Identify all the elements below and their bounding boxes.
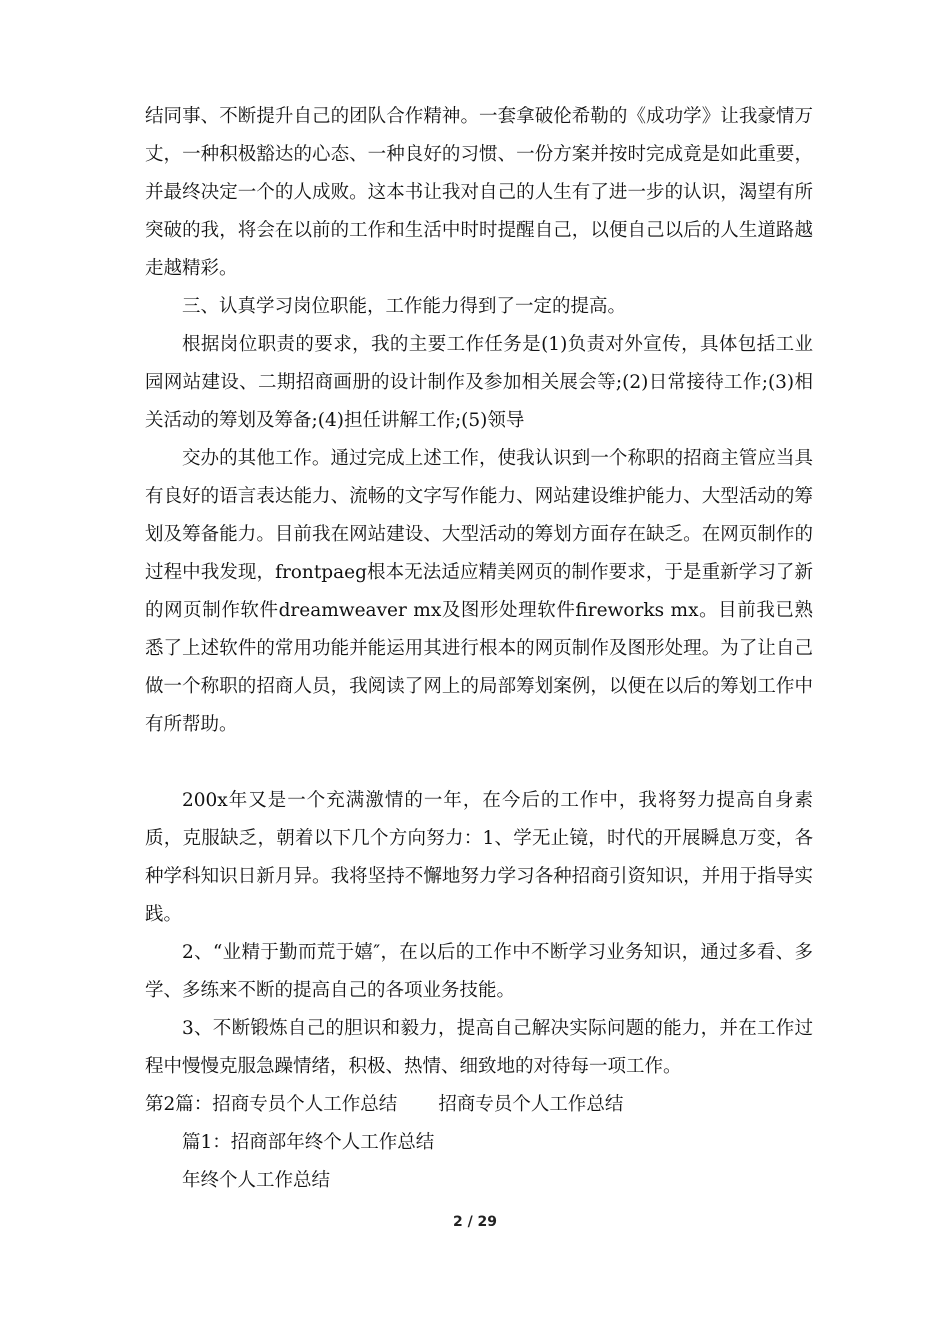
paragraph: 200x年又是一个充满激情的一年，在今后的工作中，我将努力提高自身素质，克服缺乏，朝着以下几个方向努力：1、学无止镜，时代的开展瞬息万变，各种学科知识日新月异。我将坚持不懈地努力学习各种招商引资知识，并用于指导实践。 [145,790,813,925]
section-heading: 三、认真学习岗位职能，工作能力得到了一定的提高。 [182,296,627,317]
paragraph: 交办的其他工作。通过完成上述工作，使我认识到一个称职的招商主管应当具有良好的语言表达能力、流畅的文字写作能力、网站建设维护能力、大型活动的筹划及筹备能力。目前我在网站建设、大型活动的筹划方面存在缺乏。在网页制作的过程中我发现，frontpaeg根本无法适应精美网页的制作要求，于是重新学习了新的网页制作软件dreamweaver mx及图形处理软件fireworks mx。目前我已熟悉了上述软件的常用功能并能运用其进行根本的网页制作及图形处理。为了让自己做一个称职的招商人员，我阅读了网上的局部筹划案例，以便在以后的筹划工作中有所帮助。 [145,448,813,735]
paragraph: 结同事、不断提升自己的团队合作精神。一套拿破伦希勒的《成功学》让我豪情万丈，一种积极豁达的心态、一种良好的习惯、一份方案并按时完成竟是如此重要，并最终决定一个的人成败。这本书让我对自己的人生有了进一步的认识，渴望有所突破的我，将会在以前的工作和生活中时时提醒自己，以便自己以后的人生道路越走越精彩。 [145,106,813,279]
paragraph: 2、“业精于勤而荒于嬉″，在以后的工作中不断学习业务知识，通过多看、多学、多练来不断的提高自己的各项业务技能。 [145,942,813,1001]
page-number: 2 / 29 [452,1214,498,1230]
paragraph: 根据岗位职责的要求，我的主要工作任务是(1)负责对外宣传，具体包括工业园网站建设、二期招商画册的设计制作及参加相关展会等;(2)日常接待工作;(3)相关活动的筹划及筹备;(4)担任讲解工作;(5)领导 [145,334,813,431]
blank-line [145,744,813,782]
chapter-title: 第2篇：招商专员个人工作总结 招商专员个人工作总结 [145,1094,624,1115]
document-body [145,98,813,1200]
paragraph: 3、不断锻炼自己的胆识和毅力，提高自己解决实际问题的能力，并在工作过程中慢慢克服急躁情绪，积极、热情、细致地的对待每一项工作。 [145,1018,813,1077]
subsection-title: 年终个人工作总结 [182,1170,331,1191]
subsection-title: 篇1：招商部年终个人工作总结 [182,1132,435,1153]
